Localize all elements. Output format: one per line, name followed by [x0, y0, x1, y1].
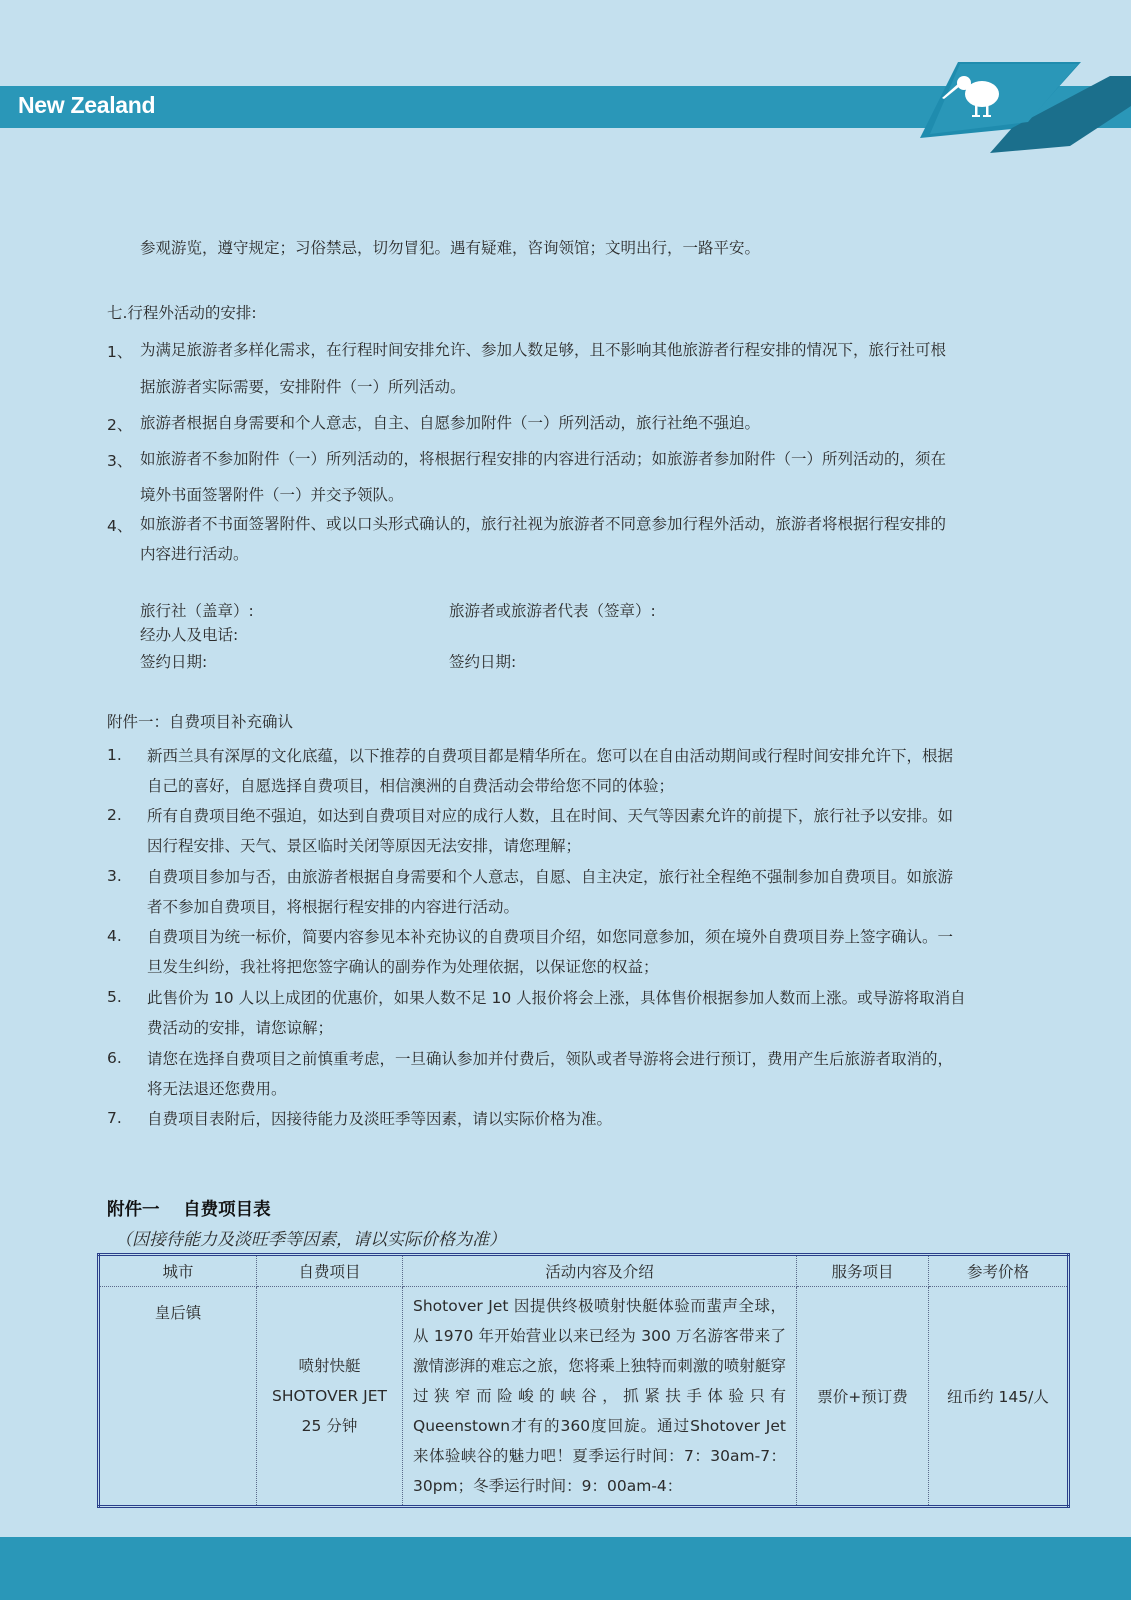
appendix-item-line: 将无法退还您费用。 — [147, 1080, 287, 1098]
appendix-item-line: 自己的喜好，自愿选择自费项目，相信澳洲的自费活动会带给您不同的体验； — [147, 777, 675, 795]
appendix-item-num: 7. — [107, 1109, 122, 1127]
table-row — [99, 1287, 1069, 1507]
appendix-item-line: 此售价为 10 人以上成团的优惠价，如果人数不足 10 人报价将会上涨，具体售价根据参加人数而上涨。或导游将取消自 — [147, 989, 966, 1007]
fee-table-title: 附件一 自费项目表 — [107, 1200, 271, 1220]
column-header-city: 城市 — [99, 1255, 257, 1287]
section7-item-line: 为满足旅游者多样化需求，在行程时间安排允许、参加人数足够，且不影响其他旅游者行程安排的情况下，旅行社可根 — [140, 341, 947, 359]
fee-table-note: （因接待能力及淡旺季等因素，请以实际价格为准） — [115, 1230, 506, 1250]
item-line: SHOTOVER JET — [271, 1387, 388, 1405]
cell-description: Shotover Jet 因提供终极喷射快艇体验而蜚声全球，从 1970 年开始营业以来已经为 300 万名游客带来了激情澎湃的难忘之旅，您将乘上独特而刺激的喷射艇穿过狭窄而险峻的峡谷，抓紧扶手体验只有Queenstown才有的360度回旋。通过Shotover Jet 来体验峡谷的魅力吧！夏季运行时间：7：30am-7：30pm；冬季运行时间：9：00am-4： — [403, 1287, 797, 1507]
tourist-seal-label: 旅游者或旅游者代表（签章）: — [449, 602, 656, 620]
intro-line: 参观游览，遵守规定；习俗禁忌，切勿冒犯。遇有疑难，咨询领馆；文明出行，一路平安。 — [140, 239, 761, 257]
appendix-item-line: 者不参加自费项目，将根据行程安排的内容进行活动。 — [147, 898, 520, 916]
item-line: 25 分钟 — [301, 1417, 358, 1435]
section7-item-num: 1、 — [107, 343, 133, 361]
appendix-item-line: 新西兰具有深厚的文化底蕴，以下推荐的自费项目都是精华所在。您可以在自由活动期间或行程时间安排允许下，根据 — [147, 747, 954, 765]
section7-title: 七.行程外活动的安排: — [107, 304, 257, 322]
appendix-item-num: 6. — [107, 1049, 122, 1067]
section7-item-line: 如旅游者不书面签署附件、或以口头形式确认的，旅行社视为旅游者不同意参加行程外活动，旅游者将根据行程安排的 — [140, 515, 947, 533]
section7-item-line: 境外书面签署附件（一）并交予领队。 — [140, 486, 404, 504]
section7-item-line: 如旅游者不参加附件（一）所列活动的，将根据行程安排的内容进行活动；如旅游者参加附件（一）所列活动的，须在 — [140, 450, 947, 468]
footer-band — [0, 1537, 1131, 1600]
cell-price: 纽币约 145/人 — [929, 1287, 1069, 1507]
column-header-item: 自费项目 — [257, 1255, 403, 1287]
appendix-item-line: 请您在选择自费项目之前慎重考虑，一旦确认参加并付费后，领队或者导游将会进行预订，费用产生后旅游者取消的， — [147, 1050, 954, 1068]
agency-seal-label: 旅行社（盖章）: — [140, 602, 254, 620]
table-header-row — [99, 1255, 1069, 1287]
appendix-item-line: 因行程安排、天气、景区临时关闭等原因无法安排，请您理解； — [147, 837, 582, 855]
section7-item-num: 3、 — [107, 452, 133, 470]
cell-item — [257, 1287, 403, 1507]
appendix-item-num: 2. — [107, 806, 122, 824]
appendix-item-num: 3. — [107, 867, 122, 885]
sign-date-right: 签约日期: — [449, 653, 517, 671]
cell-service: 票价+预订费 — [797, 1287, 929, 1507]
appendix-item-line: 自费项目表附后，因接待能力及淡旺季等因素，请以实际价格为准。 — [147, 1110, 613, 1128]
appendix-item-line: 所有自费项目绝不强迫，如达到自费项目对应的成行人数，且在时间、天气等因素允许的前提下，旅行社予以安排。如 — [147, 807, 954, 825]
cell-city: 皇后镇 — [99, 1287, 257, 1507]
sign-date-left: 签约日期: — [140, 653, 208, 671]
item-line: 喷射快艇 — [298, 1357, 361, 1375]
appendix-item-line: 自费项目为统一标价，简要内容参见本补充协议的自费项目介绍，如您同意参加，须在境外自费项目券上签字确认。一 — [147, 928, 954, 946]
appendix-item-num: 4. — [107, 927, 122, 945]
section7-item-line: 旅游者根据自身需要和个人意志，自主、自愿参加附件（一）所列活动，旅行社绝不强迫。 — [140, 414, 761, 432]
appendix-item-num: 5. — [107, 988, 122, 1006]
section7-item-num: 4、 — [107, 517, 133, 535]
section7-item-num: 2、 — [107, 416, 133, 434]
appendix-item-num: 1. — [107, 746, 122, 764]
header-title: New Zealand — [18, 92, 156, 118]
appendix-item-line: 自费项目参加与否，由旅游者根据自身需要和个人意志，自愿、自主决定，旅行社全程绝不强制参加自费项目。如旅游 — [147, 868, 954, 886]
column-header-description: 活动内容及介绍 — [403, 1255, 797, 1287]
section7-item-line: 内容进行活动。 — [140, 545, 249, 563]
appendix-item-line: 费活动的安排，请您谅解； — [147, 1019, 334, 1037]
appendix-item-line: 旦发生纠纷，我社将把您签字确认的副券作为处理依据，以保证您的权益； — [147, 958, 659, 976]
column-header-price: 参考价格 — [929, 1255, 1069, 1287]
contact-label: 经办人及电话: — [140, 626, 239, 644]
appendix-title: 附件一：自费项目补充确认 — [107, 713, 294, 731]
section7-item-line: 据旅游者实际需要，安排附件（一）所列活动。 — [140, 378, 466, 396]
fee-table — [97, 1253, 1070, 1508]
column-header-service: 服务项目 — [797, 1255, 929, 1287]
kiwi-bird-icon — [920, 58, 1131, 153]
